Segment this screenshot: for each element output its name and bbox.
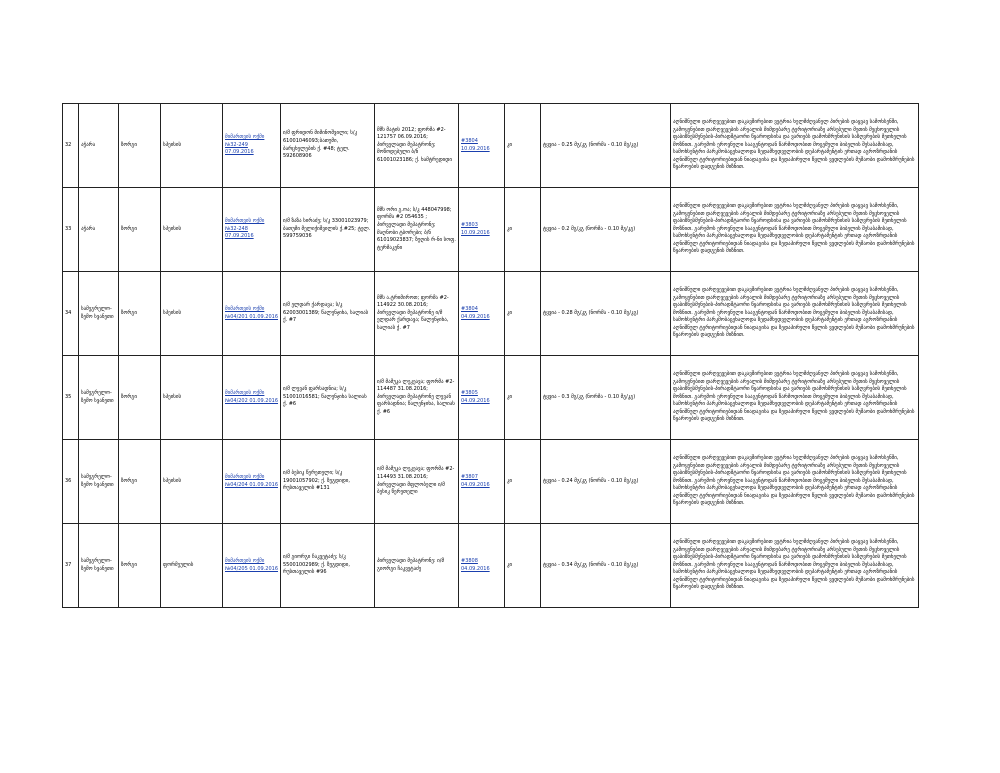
table-row	[63, 524, 919, 608]
reference-link[interactable]: #3804 10.09.2016	[459, 104, 505, 188]
lead-limit-cell: ტყვია - 0.34 მგ/კგ (ნორმა - 0.10 მგ/კგ)	[541, 524, 671, 608]
category-cell: სპეისის	[161, 440, 223, 524]
remarks-cell: აღნიშნული დარღვევებით დაკავშირებით ვეტრია ხელმძღვანელ პირების დაყვავ სამოხსენში, გამოყენებით დარღვევების არეალის მიმდებარე ტერიტორიაზე არსებული მეთის მეცხოველის ფაბიზნესმენების-პირადშტაორი წყაროდსისა და ვარიებს დამოხმრუნისის საზღვრების მეთხელის მოზნით. გარემოს ეროვნული სააგენტოდან წარმოდობით მოცემული ბიბელის შესაბამისად, სამოხსენტრი პარკმობაცეხალოდა ზედამხედველობის დეპარტამენტის ერთად აგროზრდანის აღნიშნულ ტერიტორიებიდან ნიადაგისა და ზედაპირული წყლის ვვდლების მუშაობი დამოხმრუნების წყაროების დადგენის მიზნით.	[671, 356, 919, 440]
lead-limit-cell: ტყვია - 0.3 მგ/კგ (ნორმა - 0.10 მგ/კგ)	[541, 356, 671, 440]
basis-cell: მმს ორი გ.ოა; ს/კ 448047998; ფორმა #2 054635 ; პირველადი მეპატრონე; მაღნობი ტბორები; ბ/ნ 61019023837; ზუღის რ-ნი სოფ. ტერმაკენი	[375, 188, 459, 272]
permit-link[interactable]: მიმართვის ოქმი №32-249 07.09.2016	[223, 104, 281, 188]
owner-cell: ი/მ გიორგი ჩაკვეტაძე; ს/კ 55001002989; ქ. ზუგდიდი, რუსთაველის #96	[281, 524, 375, 608]
region-cell: სამეგრელო-ზემო სვანეთი	[79, 272, 119, 356]
region-cell: სამეგრელო-ზემო სვანეთი	[79, 440, 119, 524]
row-number: 35	[63, 356, 79, 440]
reference-link[interactable]: #3805 04.09.2016	[459, 356, 505, 440]
confirmation-cell: კი	[505, 104, 541, 188]
permit-link[interactable]: მიმართვის ოქმი №04/202 01.09.2016	[223, 356, 281, 440]
basis-cell: პირველადი მეპატრონე: ი/მ გიორგი ჩაკვეტაძე	[375, 524, 459, 608]
row-number: 36	[63, 440, 79, 524]
permit-link[interactable]: მიმართვის ოქმი №04/205 01.09.2016	[223, 524, 281, 608]
remarks-cell: აღნიშნული დარღვევებით დაკავშირებით ვეტრია ხელმძღვანელ პირების დაყვავ სამოხსენში, გამოყენებით დარღვევების არეალის მიმდებარე ტერიტორიაზე არსებული მეთის მეცხოველის ფაბიზნესმენების-პირადშტაორი წყაროდსისა და ვარიებს დამოხმრუნისის საზღვრების მეთხელის მოზნით. გარემოს ეროვნული სააგენტოდან წარმოდობით მოცემული ბიბელის შესაბამისად, სამოხსენტრი პარკმობაცეხალოდა ზედამხედველობის დეპარტამენტის ერთად აგროზრდანის აღნიშნულ ტერიტორიებიდან ნიადაგისა და ზედაპირული წყლის ვვდლების მუშაობი დამოხმრუნების წყაროების დადგენის მიზნით.	[671, 524, 919, 608]
owner-cell: ი/მ ზაზა სირაძე; ს/კ 33001023979; ბათუმი მელიქიშვილის ქ.#25; ტელ. 599759036	[281, 188, 375, 272]
category-cell: ფორმეულის	[161, 524, 223, 608]
type-cell: ზორგი	[119, 272, 161, 356]
region-cell: სამეგრელო-ზემო სვანეთი	[79, 524, 119, 608]
category-cell: სპეისის	[161, 104, 223, 188]
lead-limit-cell: ტყვია - 0.28 მგ/კგ (ნორმა - 0.10 მგ/კგ)	[541, 272, 671, 356]
type-cell: ზორგი	[119, 356, 161, 440]
confirmation-cell: კი	[505, 188, 541, 272]
lead-limit-cell: ტყვია - 0.24 მგ/კგ (ნორმა - 0.10 მგ/კგ)	[541, 440, 671, 524]
region-cell: სამეგრელო-ზემო სვანეთი	[79, 356, 119, 440]
region-cell: აჭარა	[79, 104, 119, 188]
reference-link[interactable]: #3808 04.09.2016	[459, 524, 505, 608]
region-cell: აჭარა	[79, 188, 119, 272]
inspection-table	[62, 103, 919, 608]
category-cell: სპეისის	[161, 188, 223, 272]
table-row	[63, 104, 919, 188]
row-number: 37	[63, 524, 79, 608]
type-cell: ზორგი	[119, 440, 161, 524]
row-number: 32	[63, 104, 79, 188]
basis-cell: მმს ა.ტრიმიროთ; ფორმა #2-114922 30.08.2016; პირველადი მეპატრონე ი/მ ელდარ ქარდავა; წალენჯიხა, სალიას ქ. #7	[375, 272, 459, 356]
reference-link[interactable]: #3804 04.09.2016	[459, 272, 505, 356]
remarks-cell: აღნიშნული დარღვევებით დაკავშირებით ვეტრია ხელმძღვანელ პირების დაყვავ სამოხსენში, გამოყენებით დარღვევების არეალის მიმდებარე ტერიტორიაზე არსებული მეთის მეცხოველის ფაბიზნესმენების-პირადშტაორი წყაროდსისა და ვარიებს დამოხმრუნისის საზღვრების მეთხელის მოზნით. გარემოს ეროვნული სააგენტოდან წარმოდობით მოცემული ბიბელის შესაბამისად, სამოხსენტრი პარკმობაცეხალოდა ზედამხედველობის დეპარტამენტის ერთად აგროზრდანის აღნიშნულ ტერიტორიებიდან ნიადაგისა და ზედაპირული წყლის ვვდლების მუშაობი დამოხმრუნების წყაროების დადგენის მიზნით.	[671, 188, 919, 272]
remarks-cell: აღნიშნული დარღვევებით დაკავშირებით ვეტრია ხელმძღვანელ პირების დაყვავ სამოხსენში, გამოყენებით დარღვევების არეალის მიმდებარე ტერიტორიაზე არსებული მეთის მეცხოველის ფაბიზნესმენების-პირადშტაორი წყაროდსისა და ვარიებს დამოხმრუნისის საზღვრების მეთხელის მოზნით. გარემოს ეროვნული სააგენტოდან წარმოდობით მოცემული ბიბელის შესაბამისად, სამოხსენტრი პარკმობაცეხალოდა ზედამხედველობის დეპარტამენტის ერთად აგროზრდანის აღნიშნულ ტერიტორიებიდან ნიადაგისა და ზედაპირული წყლის ვვდლების მუშაობი დამოხმრუნების წყაროების დადგენის მიზნით.	[671, 440, 919, 524]
row-number: 33	[63, 188, 79, 272]
category-cell: სპეისის	[161, 356, 223, 440]
owner-cell: ი/მ ბესიკ წერეთელი; ს/კ 19001057902; ქ. ზუგდიდი, რუსთაველის #131	[281, 440, 375, 524]
table-row	[63, 188, 919, 272]
table-body	[63, 104, 919, 608]
table-row	[63, 356, 919, 440]
type-cell: ზორგი	[119, 188, 161, 272]
lead-limit-cell: ტყვია - 0.25 მგ/კგ (ნორმა - 0.10 მგ/კგ)	[541, 104, 671, 188]
lead-limit-cell: ტყვია - 0.2 მგ/კგ (ნორმა - 0.10 მგ/კგ)	[541, 188, 671, 272]
confirmation-cell: კი	[505, 356, 541, 440]
remarks-cell: აღნიშნული დარღვევებით დაკავშირებით ვეტრია ხელმძღვანელ პირების დაყვავ სამოხსენში, გამოყენებით დარღვევების არეალის მიმდებარე ტერიტორიაზე არსებული მეთის მეცხოველის ფაბიზნესმენების-პირადშტაორი წყაროდსისა და ვარიებს დამოხმრუნისის საზღვრების მეთხელის მოზნით. გარემოს ეროვნული სააგენტოდან წარმოდობით მოცემული ბიბელის შესაბამისად, სამოხსენტრი პარკმობაცეხალოდა ზედამხედველობის დეპარტამენტის ერთად აგროზრდანის აღნიშნულ ტერიტორიებიდან ნიადაგისა და ზედაპირული წყლის ვვდლების მუშაობი დამოხმრუნების წყაროების დადგენის მიზნით.	[671, 272, 919, 356]
permit-link[interactable]: მიმართვის ოქმი №32-248 07.09.2016	[223, 188, 281, 272]
owner-cell: ი/მ ფრიდონ მიმინოშვილი; ს/კ 61001046093;ბათუმი, ბარცხელების ქ. #48; ტელ. 592608906	[281, 104, 375, 188]
row-number: 34	[63, 272, 79, 356]
permit-link[interactable]: მიმართვის ოქმი №04/204 01.09.2016	[223, 440, 281, 524]
confirmation-cell: კი	[505, 524, 541, 608]
table-row	[63, 272, 919, 356]
permit-link[interactable]: მიმართვის ოქმი №04/201 01.09.2016	[223, 272, 281, 356]
category-cell: სპეისის	[161, 272, 223, 356]
reference-link[interactable]: #3803 10.09.2016	[459, 188, 505, 272]
type-cell: ზორგი	[119, 104, 161, 188]
owner-cell: ი/მ ლევან ფარსადნია; ს/კ 51001016581; წალენჯიხა სალიას ქ. #6	[281, 356, 375, 440]
basis-cell: ი/მ მამუკა ლეკეავა; ფორმა #2- 114487 31.08.2016; პირველადი მეპატრონე ლევან ფარსადნია; წალენჯიხა, სალიას ქ. #6	[375, 356, 459, 440]
confirmation-cell: კი	[505, 440, 541, 524]
table-row	[63, 440, 919, 524]
owner-cell: ი/მ ელდარ ქარდავა; ს/კ 62003001389; წალენჯიხა, სალიას ქ. #7	[281, 272, 375, 356]
type-cell: ზორგი	[119, 524, 161, 608]
reference-link[interactable]: #3807 04.09.2016	[459, 440, 505, 524]
remarks-cell: აღნიშნული დარღვევებით დაკავშირებით ვეტრია ხელმძღვანელ პირების დაყვავ სამოხსენში, გამოყენებით დარღვევების არეალის მიმდებარე ტერიტორიაზე არსებული მეთის მეცხოველის ფაბიზნესმენების-პირადშტაორი წყაროდსისა და ვარიებს დამოხმრუნისის საზღვრების მეთხელის მოზნით. გარემოს ეროვნული სააგენტოდან წარმოდობით მოცემული ბიბელის შესაბამისად, სამოხსენტრი პარკმობაცეხალოდა ზედამხედველობის დეპარტამენტის ერთად აგროზრდანის აღნიშნულ ტერიტორიებიდან ნიადაგისა და ზედაპირული წყლის ვვდლების მუშაობი დამოხმრუნების წყაროების დადგენის მიზნით.	[671, 104, 919, 188]
basis-cell: მმს მატის 2012; ფორმა #2-121757 06.09.2016; პირველადი მეპატრონე; მოწოდებული ბ/ნ 61001023186; ქ. ხამტრედიდი	[375, 104, 459, 188]
confirmation-cell: კი	[505, 272, 541, 356]
basis-cell: ი/მ მამუკა ლეკეავა; ფორმა #2- 114493 31.08.2016; პირველადი მფლობელი ი/მ ბესიკ წერეთელი	[375, 440, 459, 524]
